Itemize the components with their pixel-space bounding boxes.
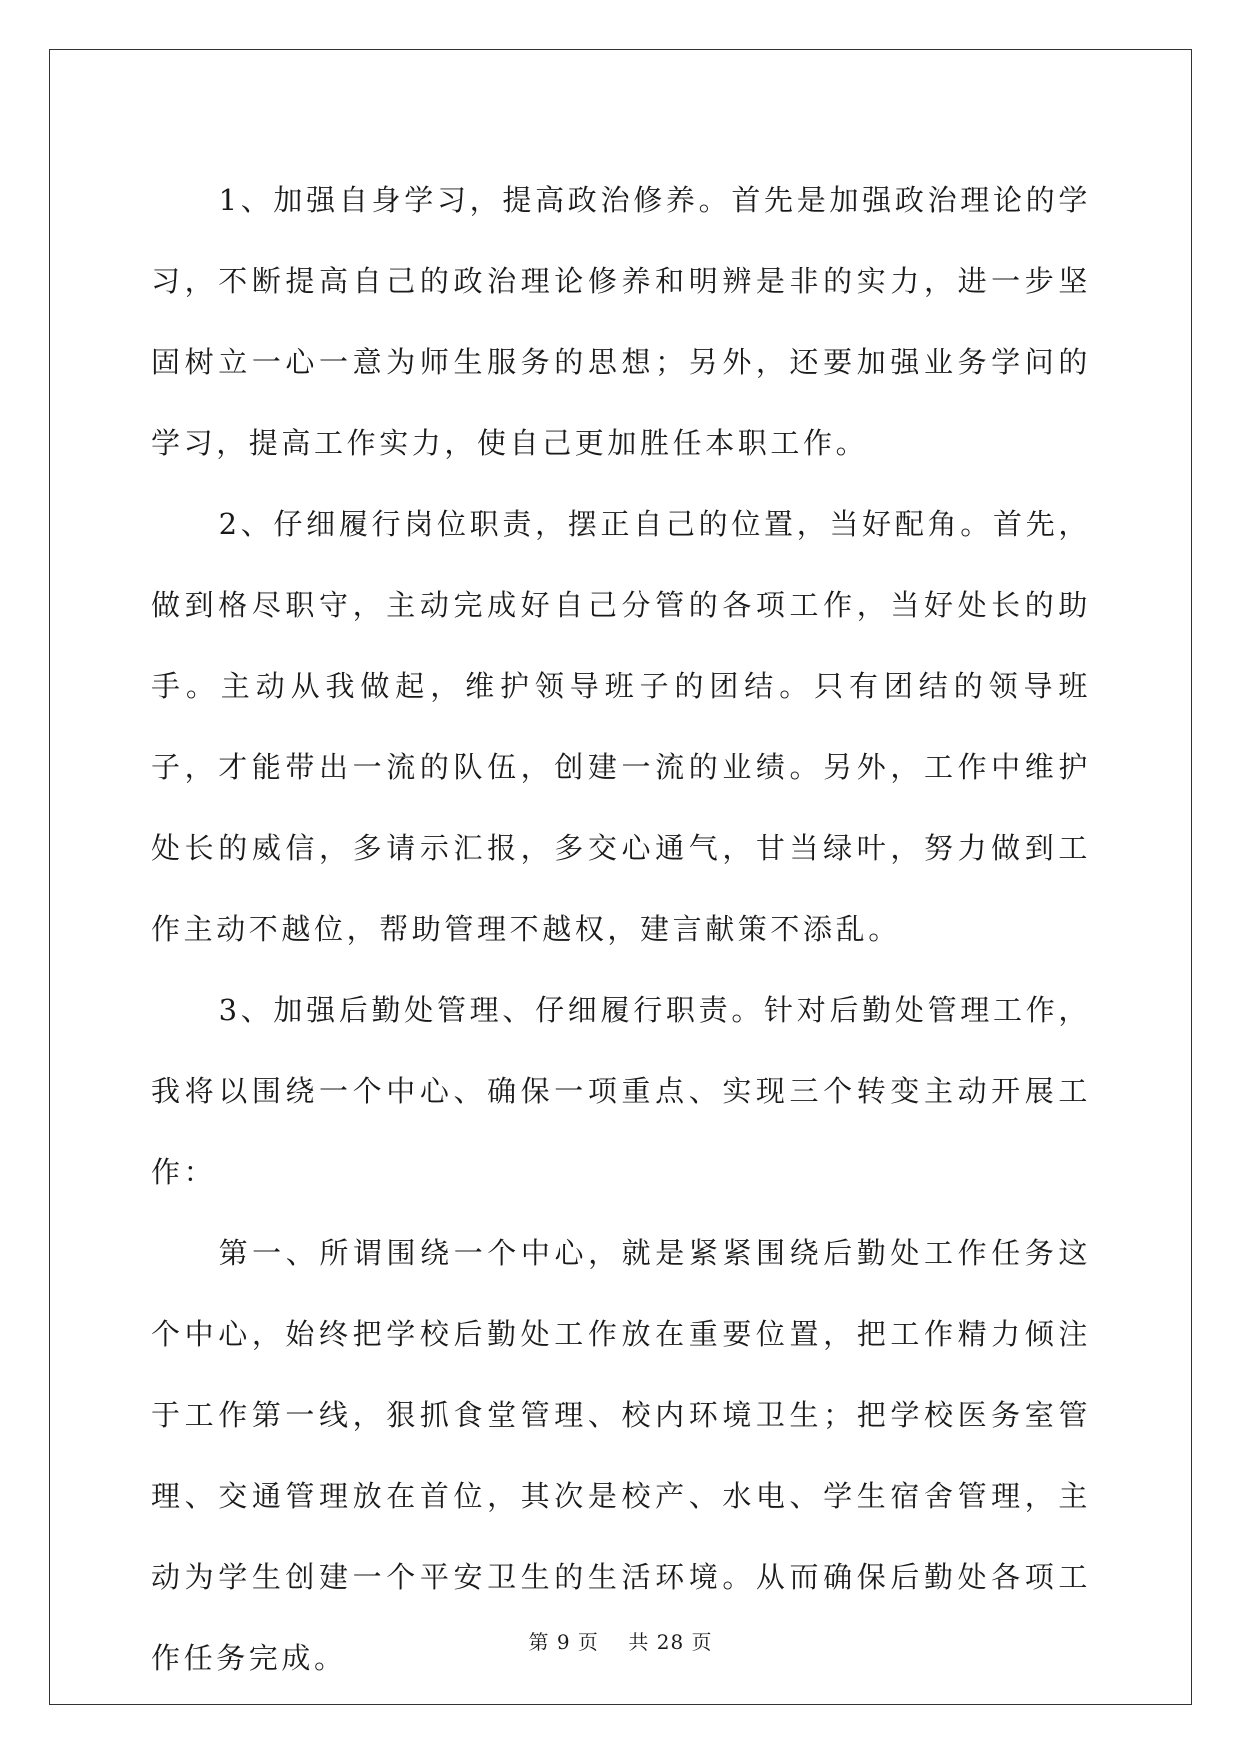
paragraph-2: 2、仔细履行岗位职责，摆正自己的位置，当好配角。首先，做到格尽职守，主动完成好自己分管的各项工作，当好处长的助手。主动从我做起，维护领导班子的团结。只有团结的领导班子，才能带出一流的队伍，创建一流的业绩。另外，工作中维护处长的威信，多请示汇报，多交心通气，甘当绿叶，努力做到工作主动不越位，帮助管理不越权，建言献策不添乱。	[151, 507, 1091, 946]
page-number: 第 9 页	[528, 1630, 599, 1654]
paragraph-4: 第一、所谓围绕一个中心，就是紧紧围绕后勤处工作任务这个中心，始终把学校后勤处工作放在重要位置，把工作精力倾注于工作第一线，狠抓食堂管理、校内环境卫生；把学校医务室管理、交通管理放在首位，其次是校产、水电、学生宿舍管理，主动为学生创建一个平安卫生的生活环境。从而确保后勤处各项工作任务完成。	[151, 1236, 1091, 1675]
paragraph-3: 3、加强后勤处管理、仔细履行职责。针对后勤处管理工作，我将以围绕一个中心、确保一项重点、实现三个转变主动开展工作：	[151, 993, 1091, 1189]
page-footer	[0, 1626, 1241, 1655]
page-total: 共 28 页	[628, 1630, 713, 1654]
document-body	[151, 160, 1091, 1699]
paragraph-1: 1、加强自身学习，提高政治修养。首先是加强政治理论的学习，不断提高自己的政治理论修养和明辨是非的实力，进一步坚固树立一心一意为师生服务的思想；另外，还要加强业务学问的学习，提高工作实力，使自己更加胜任本职工作。	[151, 183, 1091, 460]
